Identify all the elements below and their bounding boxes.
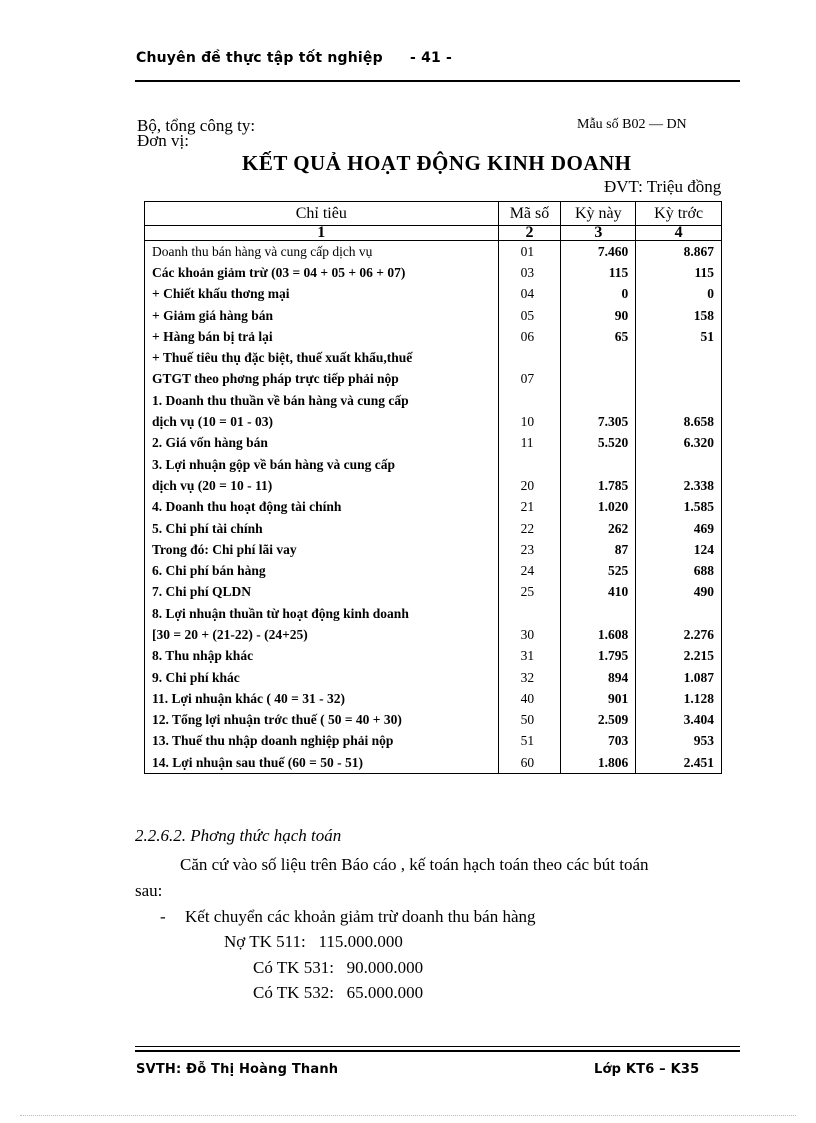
table-header-row (145, 202, 722, 226)
row-current: 1.795 (561, 646, 636, 667)
row-code: 31 (498, 646, 561, 667)
report-unit: ĐVT: Triệu đồng (604, 177, 722, 196)
row-label: dịch vụ (20 = 10 - 11) (145, 475, 499, 496)
row-previous: 490 (636, 582, 722, 603)
row-code: 05 (498, 305, 561, 326)
row-previous (636, 390, 722, 411)
row-label: 14. Lợi nhuận sau thuế (60 = 50 - 51) (145, 752, 499, 774)
row-previous: 1.585 (636, 497, 722, 518)
table-row (145, 262, 722, 283)
row-previous: 469 (636, 518, 722, 539)
table-row (145, 475, 722, 496)
report-title: KẾT QUẢ HOẠT ĐỘNG KINH DOANH (242, 151, 632, 175)
form-number: Mẫu số B02 — DN (577, 117, 687, 132)
table-row (145, 369, 722, 390)
row-current: 87 (561, 539, 636, 560)
row-code: 21 (498, 497, 561, 518)
table-row (145, 518, 722, 539)
row-label: + Hàng bán bị trả lại (145, 326, 499, 347)
row-previous: 953 (636, 731, 722, 752)
row-code: 32 (498, 667, 561, 688)
row-code: 60 (498, 752, 561, 774)
table-row (145, 390, 722, 411)
row-label: 8. Thu nhập khác (145, 646, 499, 667)
row-current: 262 (561, 518, 636, 539)
row-code: 10 (498, 411, 561, 432)
row-label: 3. Lợi nhuận gộp về bán hàng và cung cấp (145, 454, 499, 475)
page-number: - 41 - (410, 50, 453, 66)
row-label: Trong đó: Chi phí lãi vay (145, 539, 499, 560)
col-header-current: Kỳ này (561, 202, 636, 226)
col-header-previous: Kỳ trớc (636, 202, 722, 226)
footer-student: SVTH: Đỗ Thị Hoàng Thanh (136, 1062, 339, 1077)
row-previous (636, 347, 722, 368)
table-row (145, 284, 722, 305)
table-row (145, 433, 722, 454)
journal-entry-debit: Nợ TK 511: 115.000.000 (224, 932, 403, 951)
row-current: 65 (561, 326, 636, 347)
table-row (145, 646, 722, 667)
row-code (498, 603, 561, 624)
row-label: Các khoản giảm trừ (03 = 04 + 05 + 06 + 07) (145, 262, 499, 283)
row-code: 24 (498, 560, 561, 581)
row-code: 07 (498, 369, 561, 390)
row-code: 30 (498, 624, 561, 645)
row-label: 8. Lợi nhuận thuần từ hoạt động kinh doanh (145, 603, 499, 624)
row-code (498, 347, 561, 368)
row-label: 5. Chi phí tài chính (145, 518, 499, 539)
col-header-indicator: Chỉ tiêu (145, 202, 499, 226)
paragraph-line-1: Căn cứ vào số liệu trên Báo cáo , kế toán hạch toán theo các bút toán (180, 855, 649, 874)
row-code: 11 (498, 433, 561, 454)
row-current: 5.520 (561, 433, 636, 454)
row-label: GTGT theo phơng pháp trực tiếp phải nộp (145, 369, 499, 390)
row-code: 22 (498, 518, 561, 539)
row-current: 525 (561, 560, 636, 581)
table-row (145, 710, 722, 731)
header-rule (135, 80, 740, 82)
table-row (145, 241, 722, 263)
row-label: + Thuế tiêu thụ đặc biệt, thuế xuất khẩu,thuế (145, 347, 499, 368)
col-header-code: Mã số (498, 202, 561, 226)
table-row (145, 752, 722, 774)
row-current: 1.806 (561, 752, 636, 774)
row-previous (636, 454, 722, 475)
row-previous: 688 (636, 560, 722, 581)
table-row (145, 560, 722, 581)
row-label: 13. Thuế thu nhập doanh nghiệp phải nộp (145, 731, 499, 752)
row-previous: 3.404 (636, 710, 722, 731)
footer-rule-bottom (135, 1050, 740, 1052)
row-current: 703 (561, 731, 636, 752)
row-previous: 8.867 (636, 241, 722, 263)
row-previous: 2.215 (636, 646, 722, 667)
table-row (145, 305, 722, 326)
footer-rule-top (135, 1046, 740, 1047)
row-current: 115 (561, 262, 636, 283)
table-row (145, 411, 722, 432)
row-previous (636, 369, 722, 390)
table-row (145, 667, 722, 688)
col-number: 2 (498, 226, 561, 241)
row-previous: 124 (636, 539, 722, 560)
row-previous: 158 (636, 305, 722, 326)
row-label: 7. Chi phí QLDN (145, 582, 499, 603)
row-code: 04 (498, 284, 561, 305)
row-label: + Chiết khấu thơng mại (145, 284, 499, 305)
row-previous: 1.128 (636, 688, 722, 709)
table-row (145, 582, 722, 603)
col-number: 4 (636, 226, 722, 241)
row-code: 25 (498, 582, 561, 603)
row-previous (636, 603, 722, 624)
row-label: Doanh thu bán hàng và cung cấp dịch vụ (145, 241, 499, 263)
row-code: 20 (498, 475, 561, 496)
row-label: 9. Chi phí khác (145, 667, 499, 688)
income-statement-table (144, 201, 722, 774)
row-current (561, 347, 636, 368)
row-current: 894 (561, 667, 636, 688)
paragraph-line-2: sau: (135, 881, 163, 900)
row-current: 0 (561, 284, 636, 305)
row-code: 40 (498, 688, 561, 709)
row-previous: 0 (636, 284, 722, 305)
row-previous: 115 (636, 262, 722, 283)
bullet-dash: - (160, 907, 166, 926)
table-row (145, 326, 722, 347)
row-code: 23 (498, 539, 561, 560)
journal-entry-credit-531: Có TK 531: 90.000.000 (253, 958, 424, 977)
section-heading: 2.2.6.2. Phơng thức hạch toán (135, 826, 342, 845)
row-current (561, 454, 636, 475)
running-header-title: Chuyên đề thực tập tốt nghiệp (136, 50, 383, 66)
row-code (498, 390, 561, 411)
row-current: 1.785 (561, 475, 636, 496)
journal-entry-credit-532: Có TK 532: 65.000.000 (253, 983, 424, 1002)
row-current (561, 390, 636, 411)
table-row (145, 603, 722, 624)
row-current: 901 (561, 688, 636, 709)
row-label: 11. Lợi nhuận khác ( 40 = 31 - 32) (145, 688, 499, 709)
row-label: 6. Chi phí bán hàng (145, 560, 499, 581)
row-current: 90 (561, 305, 636, 326)
row-current: 7.460 (561, 241, 636, 263)
bullet-text: Kết chuyển các khoản giảm trừ doanh thu bán hàng (185, 907, 536, 926)
row-previous: 2.451 (636, 752, 722, 774)
table-row (145, 688, 722, 709)
row-code: 06 (498, 326, 561, 347)
row-code (498, 454, 561, 475)
row-current: 2.509 (561, 710, 636, 731)
table-row (145, 497, 722, 518)
row-previous: 2.276 (636, 624, 722, 645)
table-row (145, 454, 722, 475)
unit-label: Đơn vị: (137, 131, 189, 150)
row-code: 01 (498, 241, 561, 263)
row-current: 410 (561, 582, 636, 603)
table-row (145, 731, 722, 752)
row-previous: 2.338 (636, 475, 722, 496)
table-row (145, 624, 722, 645)
col-number: 3 (561, 226, 636, 241)
ministry-label: Bộ, tổng công ty: (137, 116, 256, 135)
row-current: 1.020 (561, 497, 636, 518)
row-previous: 8.658 (636, 411, 722, 432)
row-label: + Giảm giá hàng bán (145, 305, 499, 326)
row-label: 12. Tổng lợi nhuận trớc thuế ( 50 = 40 + 30) (145, 710, 499, 731)
col-number: 1 (145, 226, 499, 241)
table-row (145, 539, 722, 560)
row-current: 7.305 (561, 411, 636, 432)
row-label: 1. Doanh thu thuần về bán hàng và cung cấp (145, 390, 499, 411)
row-label: [30 = 20 + (21-22) - (24+25) (145, 624, 499, 645)
row-code: 03 (498, 262, 561, 283)
row-previous: 6.320 (636, 433, 722, 454)
column-number-row (145, 226, 722, 241)
footer-class: Lớp KT6 – K35 (594, 1062, 700, 1077)
table-row (145, 347, 722, 368)
row-current: 1.608 (561, 624, 636, 645)
row-current (561, 603, 636, 624)
row-previous: 51 (636, 326, 722, 347)
page-edge-dots (20, 1115, 796, 1116)
row-code: 50 (498, 710, 561, 731)
row-label: 4. Doanh thu hoạt động tài chính (145, 497, 499, 518)
row-label: dịch vụ (10 = 01 - 03) (145, 411, 499, 432)
row-label: 2. Giá vốn hàng bán (145, 433, 499, 454)
row-previous: 1.087 (636, 667, 722, 688)
row-code: 51 (498, 731, 561, 752)
row-current (561, 369, 636, 390)
